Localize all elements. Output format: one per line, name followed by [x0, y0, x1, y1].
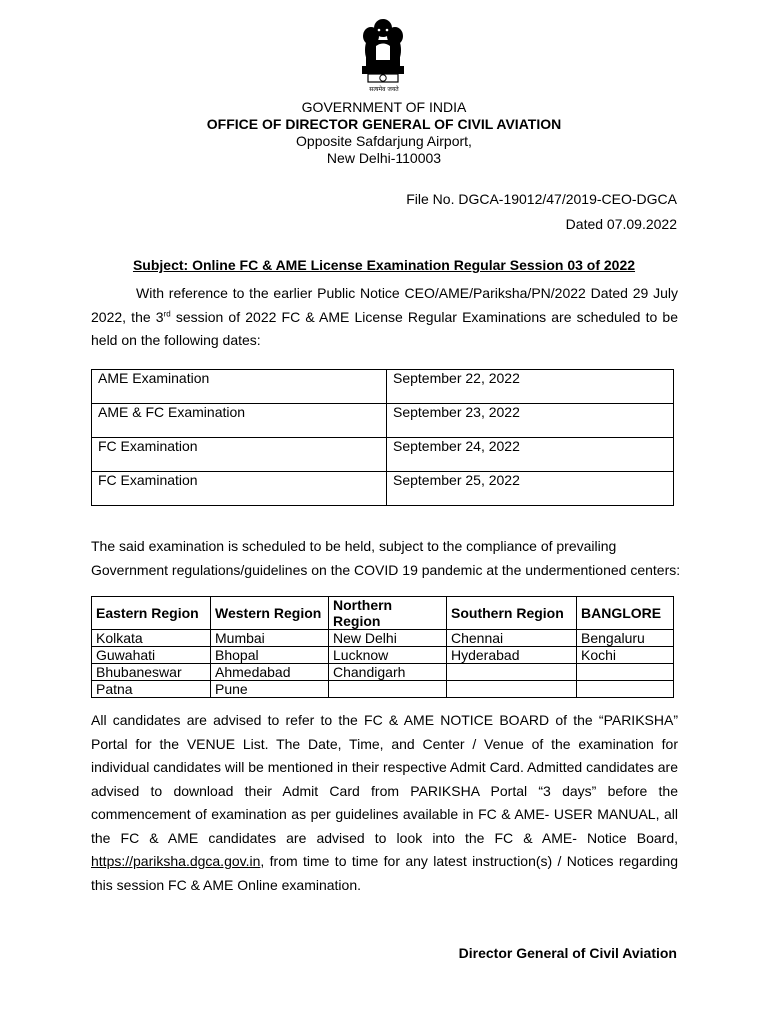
column-header: Southern Region — [447, 597, 577, 630]
exam-date: September 25, 2022 — [387, 472, 674, 506]
table-row — [92, 472, 674, 506]
instructions-paragraph: All candidates are advised to refer to the FC & AME NOTICE BOARD of the “PARIKSHA” Portal for the VENUE List. The Date, Time, and Center / Venue of the examination for individual candidates will be mentioned in their respective Admit Card. Admitted candidates are advised to download their Admit Card from PARIKSHA Portal “3 days” before the commencement of examination as per guidelines available in FC & AME- USER MANUAL, all the FC & AME candidates are advised to look into the FC & AME- Notice Board, https://pariksha.dgca.gov.in, from time to time for any latest instruction(s) / Notices regarding this session FC & AME Online examination. — [91, 712, 678, 893]
exam-name: FC Examination — [92, 472, 387, 506]
table-cell — [329, 681, 447, 698]
intro-paragraph: With reference to the earlier Public Notice CEO/AME/Pariksha/PN/2022 Dated 29 July 2022, the 3rd session of 2022 FC & AME License Regular Examinations are scheduled to be held on the following dates: — [91, 285, 678, 348]
table-cell: Patna — [92, 681, 211, 698]
table-row — [92, 438, 674, 472]
national-emblem-icon — [356, 16, 410, 96]
table-cell: Lucknow — [329, 647, 447, 664]
subject-line: Subject: Online FC & AME License Examination Regular Session 03 of 2022 — [132, 257, 636, 273]
table-row — [92, 681, 674, 698]
table-cell — [577, 681, 674, 698]
centers-paragraph: The said examination is scheduled to be held, subject to the compliance of prevailing Government regulations/guidelines on the COVID 19 pandemic at the undermentioned centers: — [91, 538, 681, 578]
column-header: Eastern Region — [92, 597, 211, 630]
table-cell: Chandigarh — [329, 664, 447, 681]
pariksha-portal-link[interactable]: https://pariksha.dgca.gov.in — [91, 853, 261, 869]
table-header-row — [92, 597, 674, 630]
exam-name: AME Examination — [92, 370, 387, 404]
exam-date: September 24, 2022 — [387, 438, 674, 472]
exam-name: AME & FC Examination — [92, 404, 387, 438]
table-cell: Ahmedabad — [211, 664, 329, 681]
table-cell — [447, 664, 577, 681]
table-cell: Guwahati — [92, 647, 211, 664]
exam-schedule-table — [91, 369, 674, 506]
table-cell — [577, 664, 674, 681]
address-line-2: New Delhi-110003 — [326, 150, 442, 166]
table-cell: Kochi — [577, 647, 674, 664]
column-header: Western Region — [211, 597, 329, 630]
table-cell: Bengaluru — [577, 630, 674, 647]
table-row — [92, 647, 674, 664]
office-heading: OFFICE OF DIRECTOR GENERAL OF CIVIL AVIATION — [206, 116, 562, 132]
table-cell — [447, 681, 577, 698]
file-number: File No. DGCA-19012/47/2019-CEO-DGCA — [406, 191, 677, 207]
table-cell: Bhopal — [211, 647, 329, 664]
table-row — [92, 370, 674, 404]
date: Dated 07.09.2022 — [565, 216, 677, 232]
government-heading: GOVERNMENT OF INDIA — [301, 99, 467, 115]
table-row — [92, 404, 674, 438]
address-line-1: Opposite Safdarjung Airport, — [296, 133, 472, 149]
table-cell: Bhubaneswar — [92, 664, 211, 681]
table-cell: Kolkata — [92, 630, 211, 647]
exam-date: September 22, 2022 — [387, 370, 674, 404]
emblem-motto: सत्यमेव जयते — [369, 86, 399, 93]
table-cell: Chennai — [447, 630, 577, 647]
table-row — [92, 630, 674, 647]
table-cell: Hyderabad — [447, 647, 577, 664]
table-cell: New Delhi — [329, 630, 447, 647]
column-header: BANGLORE — [577, 597, 674, 630]
exam-centers-table — [91, 596, 674, 698]
signatory: Director General of Civil Aviation — [458, 945, 677, 961]
exam-date: September 23, 2022 — [387, 404, 674, 438]
table-row — [92, 664, 674, 681]
table-cell: Pune — [211, 681, 329, 698]
table-cell: Mumbai — [211, 630, 329, 647]
exam-name: FC Examination — [92, 438, 387, 472]
column-header: Northern Region — [329, 597, 447, 630]
